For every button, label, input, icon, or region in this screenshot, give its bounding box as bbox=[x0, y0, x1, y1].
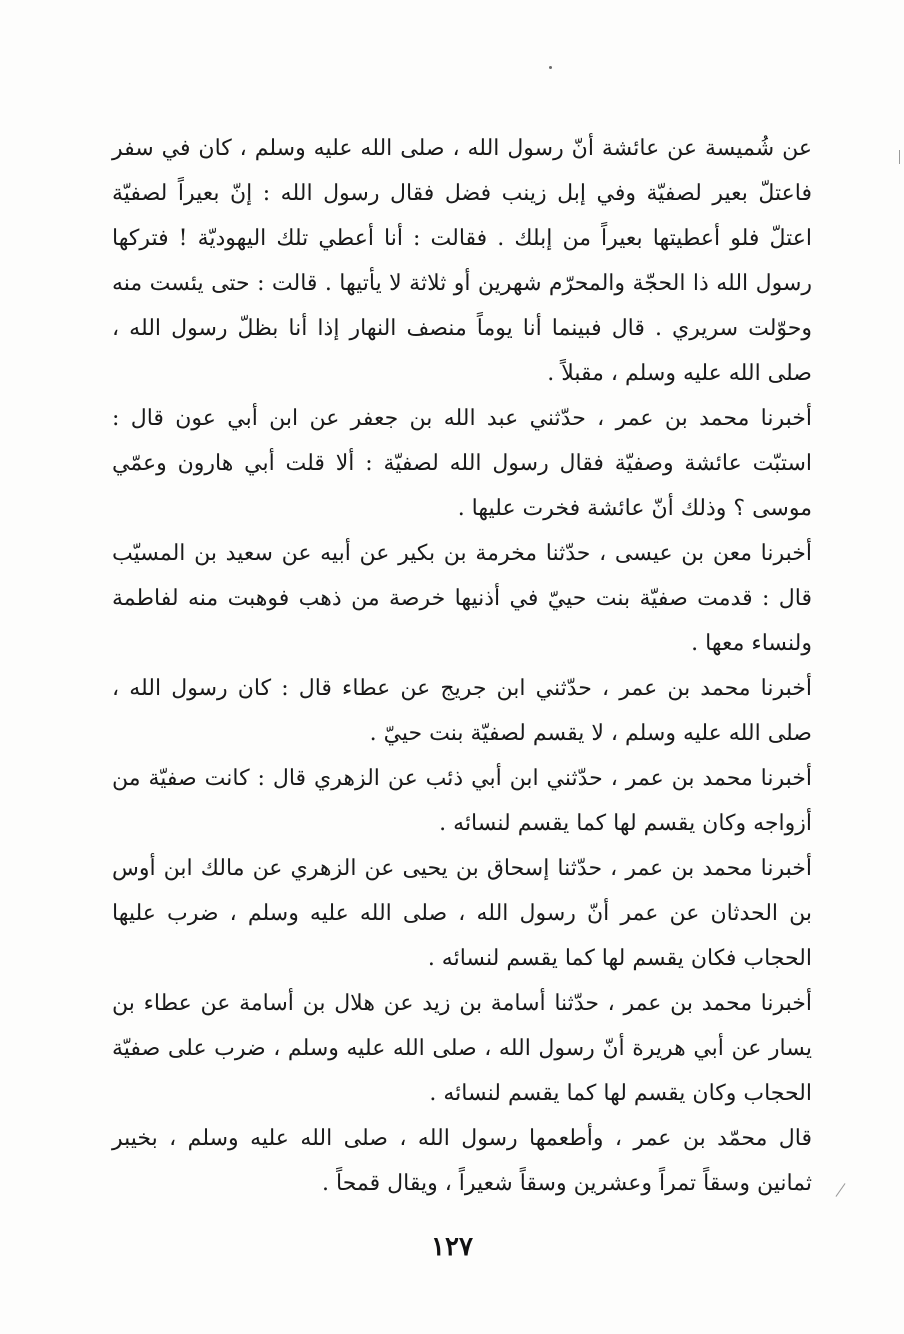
page-number: ١٢٧ bbox=[431, 1232, 473, 1262]
paragraph-1: عن شُميسة عن عائشة أنّ رسول الله ، صلى الله عليه وسلم ، كان في سفر فاعتلّ بعير لصفيّة وفي إبل زينب فضل فقال رسول الله : إنّ بعيراً لصفيّة اعتلّ فلو أعطيتها بعيراً من إبلك . فقالت : أنا أعطي تلك اليهوديّة ! فتركها رسول الله ذا الحجّة والمحرّم شهرين أو ثلاثة لا يأتيها . قالت : حتى يئست منه وحوّلت سريري . قال فبينما أنا يوماً منصف النهار إذا أنا بظلّ رسول الله ، صلى الله عليه وسلم ، مقبلاً . bbox=[112, 136, 812, 386]
paragraph-5: أخبرنا محمد بن عمر ، حدّثني ابن أبي ذئب عن الزهري قال : كانت صفيّة من أزواجه وكان يقسم لها كما يقسم لنسائه . bbox=[112, 766, 812, 836]
paragraph-3: أخبرنا معن بن عيسى ، حدّثنا مخرمة بن بكير عن أبيه عن سعيد بن المسيّب قال : قدمت صفيّة بنت حييّ في أذنيها خرصة من ذهب فوهبت منه لفاطمة ولنساء معها . bbox=[112, 541, 812, 656]
body-text bbox=[112, 126, 812, 1206]
paragraph-2: أخبرنا محمد بن عمر ، حدّثني عبد الله بن جعفر عن ابن أبي عون قال : استبّت عائشة وصفيّة فقال رسول الله لصفيّة : ألا قلت أبي هارون وعمّي موسى ؟ وذلك أنّ عائشة فخرت عليها . bbox=[112, 406, 812, 521]
scan-mark-right bbox=[899, 150, 900, 164]
paragraph-7: أخبرنا محمد بن عمر ، حدّثنا أسامة بن زيد عن هلال بن أسامة عن عطاء بن يسار عن أبي هريرة أنّ رسول الله ، صلى الله عليه وسلم ، ضرب على صفيّة الحجاب وكان يقسم لها كما يقسم لنسائه . bbox=[112, 991, 812, 1106]
paragraph-8: قال محمّد بن عمر ، وأطعمها رسول الله ، صلى الله عليه وسلم ، بخيبر ثمانين وسقاً تمراً وعشرين وسقاً شعيراً ، ويقال قمحاً . bbox=[112, 1126, 812, 1196]
scan-speck bbox=[549, 66, 552, 69]
scan-mark-left bbox=[836, 1183, 846, 1197]
paragraph-6: أخبرنا محمد بن عمر ، حدّثنا إسحاق بن يحيى عن الزهري عن مالك ابن أوس بن الحدثان عن عمر أنّ رسول الله ، صلى الله عليه وسلم ، ضرب عليها الحجاب فكان يقسم لها كما يقسم لنسائه . bbox=[112, 856, 812, 971]
paragraph-4: أخبرنا محمد بن عمر ، حدّثني ابن جريج عن عطاء قال : كان رسول الله ، صلى الله عليه وسلم ، لا يقسم لصفيّة بنت حييّ . bbox=[112, 676, 812, 746]
